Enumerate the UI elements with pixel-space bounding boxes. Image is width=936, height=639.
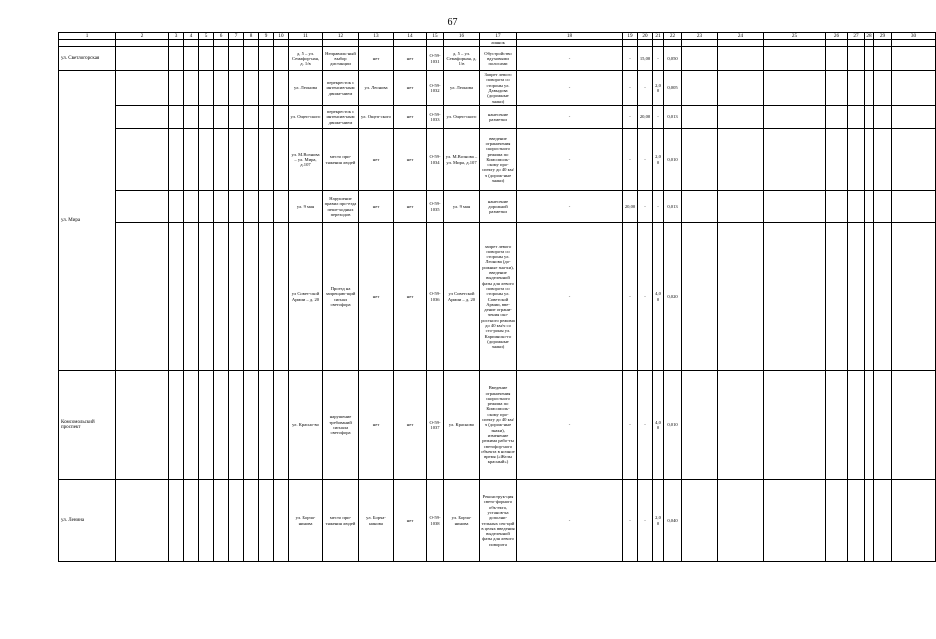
empty-cell xyxy=(199,129,214,191)
empty-cell xyxy=(214,480,229,562)
empty-cell xyxy=(274,480,289,562)
empty-cell xyxy=(184,223,199,371)
cell-c21: - xyxy=(653,47,664,71)
empty-cell xyxy=(892,371,936,480)
empty-cell xyxy=(229,47,244,71)
empty-cell xyxy=(764,71,826,106)
empty-cell xyxy=(274,71,289,106)
cell-c17: Реконструк-ция свето-форного объ-екта, установ-ка дополни-тельных сек-ций в целях введения выделенной фазы для левого поворота xyxy=(480,480,517,562)
column-number: 24 xyxy=(718,33,764,40)
cell-c22: 0,020 xyxy=(664,223,682,371)
cell-c17: Введение ограничения скоростного режима по Комсомоль-скому про-спекту до 40 км/ч (дорож-ные знаки), изменение режима рабо-ты светофор-ного объекта в ночное время («Желы красный») xyxy=(480,371,517,480)
empty-cell xyxy=(865,106,874,129)
cell-c14: нет xyxy=(394,371,427,480)
cell-c21: - xyxy=(653,191,664,223)
empty-cell xyxy=(826,47,848,71)
empty-cell xyxy=(184,371,199,480)
empty-cell xyxy=(214,371,229,480)
empty-cell xyxy=(214,191,229,223)
empty-cell xyxy=(892,129,936,191)
empty-cell xyxy=(229,191,244,223)
empty-cell xyxy=(169,71,184,106)
column-number: 27 xyxy=(848,33,865,40)
empty-cell xyxy=(199,191,214,223)
empty-cell xyxy=(874,371,892,480)
empty-cell xyxy=(274,106,289,129)
cell-c20: - xyxy=(638,71,653,106)
cell-c20: - xyxy=(638,223,653,371)
column-number: 6 xyxy=(214,33,229,40)
empty-cell xyxy=(184,480,199,562)
cell-c20: - xyxy=(638,480,653,562)
continuation-text: лиянок xyxy=(480,40,517,47)
header-row xyxy=(59,33,936,40)
street-name: ул. Мира xyxy=(59,71,116,371)
empty-cell xyxy=(865,129,874,191)
cell-c21: 2,00 xyxy=(653,480,664,562)
empty-cell xyxy=(244,106,259,129)
cell-c22: 0,013 xyxy=(664,106,682,129)
cell-c18: - xyxy=(517,47,623,71)
column-number: 17 xyxy=(480,33,517,40)
empty-cell xyxy=(874,71,892,106)
column-number: 2 xyxy=(116,33,169,40)
empty-cell xyxy=(169,106,184,129)
cell-c15: О-59-1032 xyxy=(427,71,444,106)
cell-c17: Запрет левого поворота со стороны ул. Давыдова (дорожные знаки) xyxy=(480,71,517,106)
cell-c21: - xyxy=(653,106,664,129)
empty-cell xyxy=(865,480,874,562)
cell-c14: нет xyxy=(394,71,427,106)
empty-cell xyxy=(826,223,848,371)
cell-c13: нет xyxy=(359,371,394,480)
empty-cell xyxy=(764,129,826,191)
table-row xyxy=(59,71,936,106)
empty-cell xyxy=(116,191,169,223)
empty-cell xyxy=(718,47,764,71)
empty-cell xyxy=(865,191,874,223)
empty-cell xyxy=(116,480,169,562)
cell-c16: д. 5 – ул. Семафорная, д. 1/в xyxy=(444,47,480,71)
cell-c13: ул. Леонова xyxy=(359,71,394,106)
column-number: 25 xyxy=(764,33,826,40)
cell-c17: Обустройство вдуховыми полосами xyxy=(480,47,517,71)
cell-c13: нет xyxy=(359,223,394,371)
cell-c11: ул. Леонова xyxy=(289,71,323,106)
cell-c15: О-59-1031 xyxy=(427,47,444,71)
column-number: 3 xyxy=(169,33,184,40)
cell-c22: 0,050 xyxy=(664,47,682,71)
cell-c15: О-59-1038 xyxy=(427,480,444,562)
cell-c21: 2,00 xyxy=(653,71,664,106)
column-number: 4 xyxy=(184,33,199,40)
cell-c17: нанесение дорожной разметки xyxy=(480,191,517,223)
empty-cell xyxy=(892,191,936,223)
empty-cell xyxy=(764,47,826,71)
empty-cell xyxy=(229,71,244,106)
cell-c19: - xyxy=(623,129,638,191)
empty-cell xyxy=(718,480,764,562)
column-number: 10 xyxy=(274,33,289,40)
table-row xyxy=(59,106,936,129)
empty-cell xyxy=(259,191,274,223)
cell-c11: ул. 9 мая xyxy=(289,191,323,223)
empty-cell xyxy=(892,480,936,562)
empty-cell xyxy=(169,223,184,371)
empty-cell xyxy=(116,223,169,371)
cell-c12: Проезд на запрещаю-щий сигнал светофора xyxy=(323,223,359,371)
empty-cell xyxy=(199,223,214,371)
cell-c20: - xyxy=(638,371,653,480)
empty-cell xyxy=(718,191,764,223)
column-number: 28 xyxy=(866,33,872,39)
cell-c22: 0,005 xyxy=(664,71,682,106)
cell-c11: д. 5 – ул. Семафор-ная, д. 1/в xyxy=(289,47,323,71)
empty-cell xyxy=(274,371,289,480)
empty-cell xyxy=(199,480,214,562)
cell-c12: нарушение требований сигнала светофора xyxy=(323,371,359,480)
cell-c13: нет xyxy=(359,191,394,223)
cell-c13: нет xyxy=(359,129,394,191)
cell-c14: нет xyxy=(394,223,427,371)
table-row xyxy=(59,480,936,562)
column-number: 16 xyxy=(444,33,480,40)
empty-cell xyxy=(244,129,259,191)
cell-c11: ул. Красно-во xyxy=(289,371,323,480)
cell-c17: нанесение разметки xyxy=(480,106,517,129)
cell-c20: 20,00 xyxy=(638,106,653,129)
cell-c19: - xyxy=(623,371,638,480)
empty-cell xyxy=(848,47,865,71)
column-number: 5 xyxy=(199,33,214,40)
column-number: 23 xyxy=(682,33,718,40)
empty-cell xyxy=(865,47,874,71)
column-number: 12 xyxy=(323,33,359,40)
cell-c18: - xyxy=(517,371,623,480)
empty-cell xyxy=(274,223,289,371)
cell-c19: - xyxy=(623,106,638,129)
column-number: 7 xyxy=(229,33,244,40)
cell-c21: 2,00 xyxy=(653,129,664,191)
column-number: 21 xyxy=(653,33,664,40)
empty-cell xyxy=(229,223,244,371)
empty-cell xyxy=(682,47,718,71)
cell-c17: запрет левого поворота со стороны ул. Леонова (до-рожные зна-ки), введение выделенной фазы для левого поворота со стороны ул. Советской Армии, вве-дение ограни-чения ско-ростного режима до 40 км/ч со сто-роны ул. Карпинско-го (дорожные знаки) xyxy=(480,223,517,371)
empty-cell xyxy=(718,223,764,371)
empty-cell xyxy=(682,71,718,106)
column-number: 18 xyxy=(517,33,623,40)
empty-cell xyxy=(874,47,892,71)
empty-cell xyxy=(214,47,229,71)
cell-c11: ул. М.Вознова – ул. Мира, д.107 xyxy=(289,129,323,191)
empty-cell xyxy=(259,480,274,562)
empty-cell xyxy=(199,47,214,71)
empty-cell xyxy=(848,71,865,106)
empty-cell xyxy=(244,71,259,106)
empty-cell xyxy=(214,106,229,129)
empty-cell xyxy=(244,371,259,480)
column-number: 22 xyxy=(664,33,682,40)
column-number: 30 xyxy=(892,33,936,40)
cell-c14: нет xyxy=(394,191,427,223)
empty-cell xyxy=(764,223,826,371)
cell-c15: О-59-1035 xyxy=(427,191,444,223)
data-table xyxy=(58,32,936,562)
empty-cell xyxy=(848,223,865,371)
empty-cell xyxy=(892,223,936,371)
cell-c12: место при-тяжения людей xyxy=(323,480,359,562)
cell-c14: нет xyxy=(394,106,427,129)
cell-c18: - xyxy=(517,223,623,371)
table-row xyxy=(59,223,936,371)
empty-cell xyxy=(764,191,826,223)
empty-cell xyxy=(259,47,274,71)
empty-cell xyxy=(892,71,936,106)
cell-c22: 0,010 xyxy=(664,371,682,480)
table-row xyxy=(59,371,936,480)
cell-c11: ул. Ощеп-ского xyxy=(289,106,323,129)
empty-cell xyxy=(116,106,169,129)
cell-c14: нет xyxy=(394,47,427,71)
empty-cell xyxy=(229,129,244,191)
cell-c20: - xyxy=(638,191,653,223)
cell-c18: - xyxy=(517,129,623,191)
column-number: 11 xyxy=(289,33,323,40)
empty-cell xyxy=(244,191,259,223)
empty-cell xyxy=(848,191,865,223)
cell-c15: О-59-1034 xyxy=(427,129,444,191)
empty-cell xyxy=(865,371,874,480)
cell-c11: ул. Борча-нинова xyxy=(289,480,323,562)
cell-c12: Нарушение правил про-езда пеше-ходных переходов xyxy=(323,191,359,223)
empty-cell xyxy=(718,71,764,106)
cell-c21: 4,00 xyxy=(653,223,664,371)
cell-c15: О-59-1036 xyxy=(427,223,444,371)
empty-cell xyxy=(274,129,289,191)
empty-cell xyxy=(874,191,892,223)
empty-cell xyxy=(865,223,874,371)
table-row xyxy=(59,191,936,223)
empty-cell xyxy=(259,223,274,371)
empty-cell xyxy=(184,129,199,191)
cell-c22: 0,040 xyxy=(664,480,682,562)
empty-cell xyxy=(682,191,718,223)
street-name: Комсомольский проспект xyxy=(59,371,116,480)
empty-cell xyxy=(229,480,244,562)
cell-c16: ул Советской Армии – д. 20 xyxy=(444,223,480,371)
cell-c12: перекресток с интенсив-ным движе-нием xyxy=(323,106,359,129)
cell-c14: нет xyxy=(394,480,427,562)
cell-c20: 15,00 xyxy=(638,47,653,71)
empty-cell xyxy=(848,106,865,129)
column-number: 20 xyxy=(638,33,653,40)
cell-c18: - xyxy=(517,106,623,129)
cell-c16: ул. Ощеп-ского xyxy=(444,106,480,129)
empty-cell xyxy=(874,106,892,129)
street-name: ул. Светлогорская xyxy=(59,47,116,71)
street-name: ул. Ленина xyxy=(59,480,116,562)
empty-cell xyxy=(116,47,169,71)
column-number: 13 xyxy=(359,33,394,40)
cell-c19: - xyxy=(623,480,638,562)
empty-cell xyxy=(244,223,259,371)
empty-cell xyxy=(826,129,848,191)
empty-cell xyxy=(214,71,229,106)
cell-c16: ул. Красново xyxy=(444,371,480,480)
empty-cell xyxy=(682,371,718,480)
empty-cell xyxy=(214,129,229,191)
empty-cell xyxy=(259,106,274,129)
empty-cell xyxy=(682,129,718,191)
empty-cell xyxy=(682,480,718,562)
empty-cell xyxy=(244,47,259,71)
cell-c12: перекресток с интенсив-ным движе-нием xyxy=(323,71,359,106)
empty-cell xyxy=(826,106,848,129)
empty-cell xyxy=(116,129,169,191)
column-number: 1 xyxy=(59,33,116,40)
empty-cell xyxy=(199,371,214,480)
cell-c16: ул. Леонова xyxy=(444,71,480,106)
cell-c21: 4,00 xyxy=(653,371,664,480)
cell-c17: введение ограничения скоростного режима по Комсомоль-скому про-спекту до 40 км/ч (дорож-ные знаки) xyxy=(480,129,517,191)
empty-cell xyxy=(229,371,244,480)
cell-c13: нет xyxy=(359,47,394,71)
cell-c12: место при-тяжения людей xyxy=(323,129,359,191)
empty-cell xyxy=(826,480,848,562)
empty-cell xyxy=(874,129,892,191)
empty-cell xyxy=(826,371,848,480)
empty-cell xyxy=(826,71,848,106)
empty-cell xyxy=(259,71,274,106)
empty-cell xyxy=(116,71,169,106)
empty-cell xyxy=(259,129,274,191)
empty-cell xyxy=(718,129,764,191)
empty-cell xyxy=(169,191,184,223)
cell-c19: - xyxy=(623,71,638,106)
cell-c13: ул. Борча-нинова xyxy=(359,480,394,562)
column-number: 9 xyxy=(259,33,274,40)
table-row xyxy=(59,129,936,191)
empty-cell xyxy=(259,371,274,480)
empty-cell xyxy=(874,223,892,371)
cell-c16: ул. Борча-нинова xyxy=(444,480,480,562)
empty-cell xyxy=(199,106,214,129)
cell-c15: О-59-1033 xyxy=(427,106,444,129)
empty-cell xyxy=(892,106,936,129)
empty-cell xyxy=(184,106,199,129)
column-number: 14 xyxy=(394,33,427,40)
empty-cell xyxy=(764,480,826,562)
column-number: 29 xyxy=(874,33,892,40)
column-number: 15 xyxy=(427,33,444,40)
empty-cell xyxy=(764,106,826,129)
column-number: 26 xyxy=(826,33,848,40)
empty-cell xyxy=(184,47,199,71)
empty-cell xyxy=(892,47,936,71)
table-row xyxy=(59,47,936,71)
empty-cell xyxy=(274,47,289,71)
empty-cell xyxy=(874,480,892,562)
empty-cell xyxy=(116,371,169,480)
cell-c16: ул. 9 мая xyxy=(444,191,480,223)
empty-cell xyxy=(169,371,184,480)
empty-cell xyxy=(826,191,848,223)
empty-cell xyxy=(274,191,289,223)
column-number: 19 xyxy=(623,33,638,40)
empty-cell xyxy=(169,47,184,71)
empty-cell xyxy=(199,71,214,106)
empty-cell xyxy=(718,371,764,480)
cell-c11: ул Совет-ской Армии – д. 20 xyxy=(289,223,323,371)
cell-c18: - xyxy=(517,191,623,223)
empty-cell xyxy=(184,71,199,106)
cell-c14: нет xyxy=(394,129,427,191)
column-number: 8 xyxy=(244,33,259,40)
cell-c19: - xyxy=(623,47,638,71)
empty-cell xyxy=(169,129,184,191)
cell-c15: О-59-1037 xyxy=(427,371,444,480)
empty-cell xyxy=(848,480,865,562)
page-number: 67 xyxy=(447,17,458,28)
empty-cell xyxy=(244,480,259,562)
cell-c18: - xyxy=(517,480,623,562)
empty-cell xyxy=(718,106,764,129)
empty-cell xyxy=(169,480,184,562)
empty-cell xyxy=(214,223,229,371)
empty-cell xyxy=(848,371,865,480)
empty-cell xyxy=(682,106,718,129)
cell-c18: - xyxy=(517,71,623,106)
empty-cell xyxy=(184,191,199,223)
cell-c22: 0,013 xyxy=(664,191,682,223)
empty-cell xyxy=(764,371,826,480)
empty-cell xyxy=(229,106,244,129)
empty-cell xyxy=(865,71,874,106)
empty-cell xyxy=(848,129,865,191)
cell-c20: - xyxy=(638,129,653,191)
cell-c19: 20,00 xyxy=(623,191,638,223)
cell-c13: ул. Ощеп-ского xyxy=(359,106,394,129)
cell-c12: Неправиль-ный выбор дистанции xyxy=(323,47,359,71)
cell-c22: 0,010 xyxy=(664,129,682,191)
continuation-row xyxy=(59,40,936,47)
cell-c16: ул. М.Вознова – ул. Мира, д.107 xyxy=(444,129,480,191)
empty-cell xyxy=(682,223,718,371)
cell-c19: - xyxy=(623,223,638,371)
